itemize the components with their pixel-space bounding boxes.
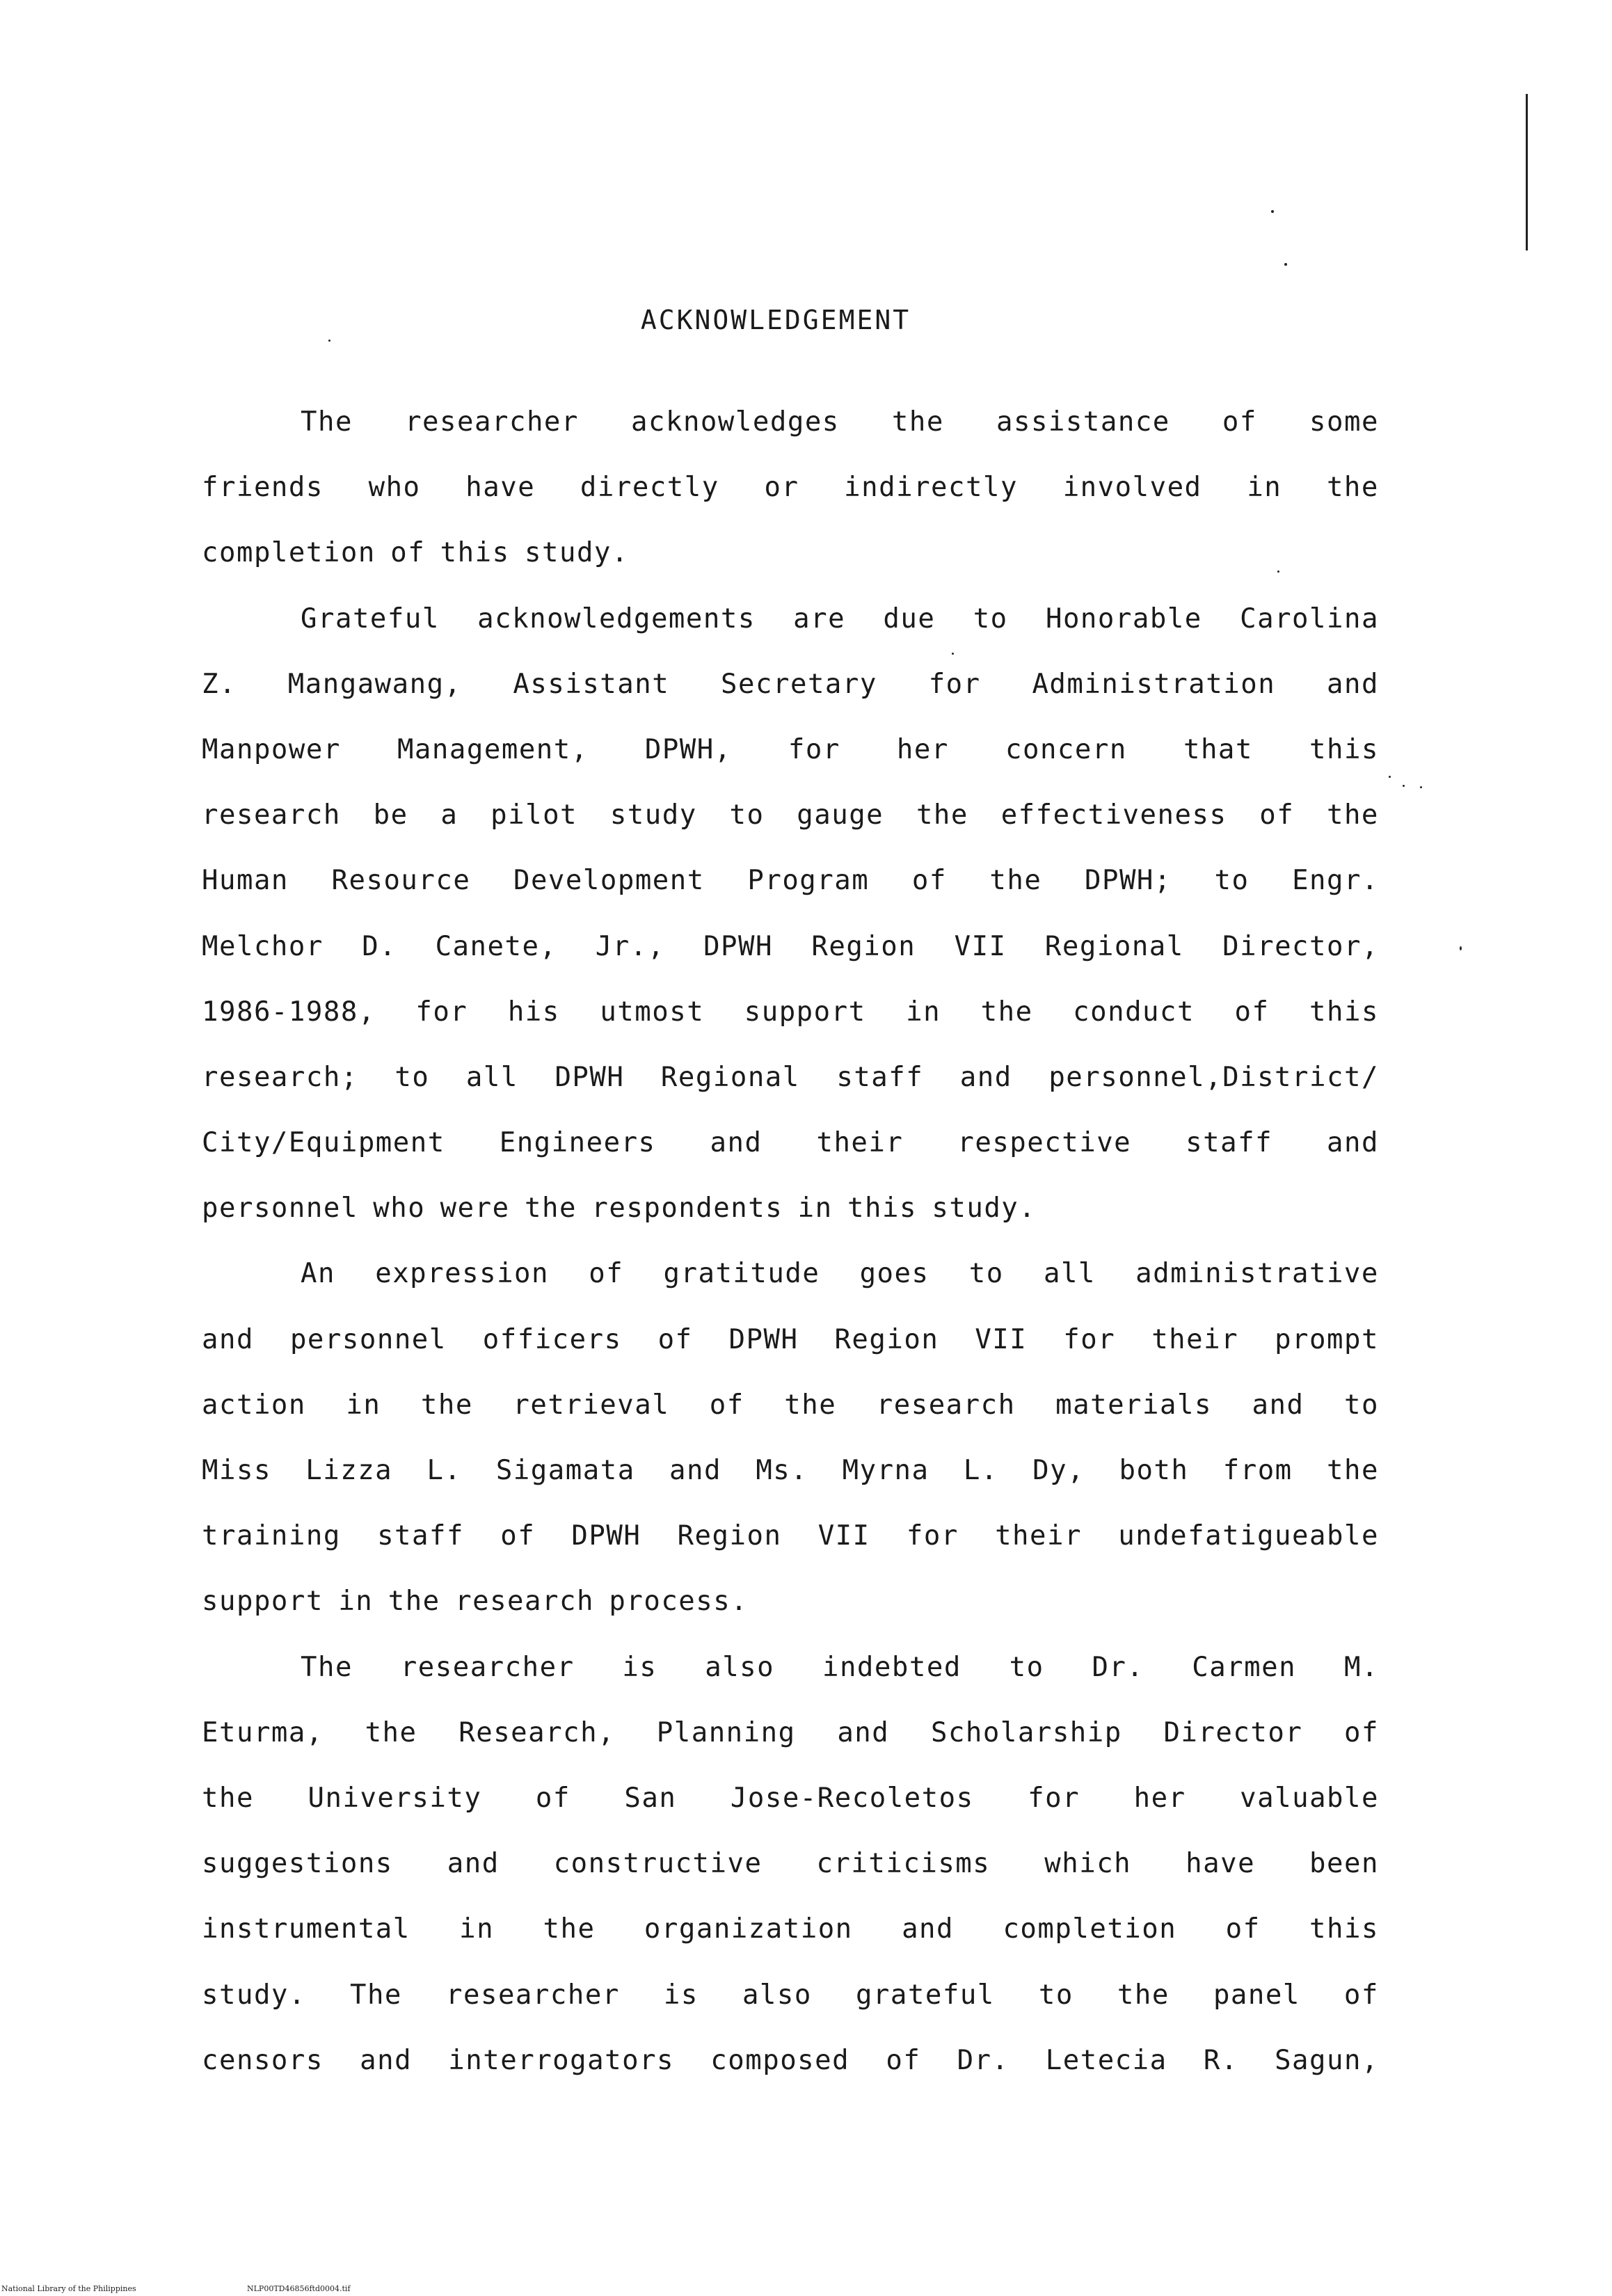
- word: their: [995, 1520, 1082, 1552]
- word: to: [1214, 865, 1250, 897]
- word: University: [308, 1782, 482, 1814]
- word: of: [535, 1782, 570, 1814]
- word: of: [1259, 799, 1295, 831]
- word: of: [1344, 1716, 1379, 1748]
- word: Jr.,: [595, 930, 665, 962]
- word: this: [1309, 1913, 1379, 1945]
- word: be: [373, 799, 408, 831]
- word: his: [507, 996, 560, 1028]
- word: the: [916, 799, 968, 831]
- word: L.: [963, 1455, 998, 1486]
- text-line: [202, 1635, 1379, 1700]
- word: this: [1309, 996, 1379, 1028]
- word: to: [1343, 1389, 1379, 1421]
- word: and: [1252, 1389, 1304, 1421]
- word: Secretary: [721, 668, 877, 700]
- word: staff: [1186, 1127, 1273, 1159]
- word: Dr.: [1092, 1651, 1144, 1683]
- text-line: [202, 1504, 1379, 1569]
- word: Resource: [331, 865, 471, 897]
- word: personnel,District/: [1048, 1061, 1379, 1093]
- word: DPWH: [571, 1520, 641, 1552]
- word: staff: [377, 1520, 464, 1552]
- word: Sagun,: [1275, 2044, 1379, 2076]
- word: in: [338, 1586, 374, 1618]
- word: R.: [1203, 2044, 1238, 2076]
- word: Lizza: [305, 1455, 393, 1486]
- word: their: [1151, 1323, 1239, 1355]
- word: for: [1028, 1782, 1080, 1814]
- word: also: [742, 1979, 812, 2011]
- text-line: [202, 1831, 1379, 1897]
- word: The: [301, 1651, 353, 1683]
- word: research: [455, 1586, 594, 1618]
- word: Research,: [458, 1716, 616, 1748]
- word: of: [589, 1258, 624, 1290]
- word: DPWH: [728, 1323, 799, 1355]
- word: research: [876, 1389, 1016, 1421]
- word: Carolina: [1240, 603, 1379, 635]
- word: this: [847, 1193, 917, 1225]
- word: the: [1117, 1979, 1170, 2011]
- word: Region: [811, 930, 916, 962]
- word: constructive: [553, 1848, 763, 1880]
- word: due: [883, 603, 936, 635]
- word: Region: [834, 1323, 939, 1355]
- word: The: [349, 1979, 402, 2011]
- word: of: [1222, 406, 1257, 438]
- word: and: [202, 1323, 254, 1355]
- word: study.: [525, 537, 629, 569]
- word: Management,: [397, 733, 589, 765]
- word: organization: [644, 1913, 853, 1945]
- word: pilot: [490, 799, 578, 831]
- scan-speck: [1420, 786, 1422, 788]
- word: conduct: [1073, 996, 1195, 1028]
- text-line: [202, 390, 1379, 455]
- word: DPWH,: [644, 733, 732, 765]
- word: to: [1009, 1651, 1044, 1683]
- word: respondents: [591, 1193, 783, 1225]
- word: and: [959, 1061, 1012, 1093]
- word: is: [622, 1651, 657, 1683]
- word: prompt: [1275, 1323, 1379, 1355]
- word: support: [744, 996, 866, 1028]
- word: Scholarship: [930, 1716, 1122, 1748]
- word: Program: [747, 865, 870, 897]
- word: Region: [677, 1520, 782, 1552]
- word: Canete,: [435, 930, 557, 962]
- text-line: [202, 587, 1379, 652]
- word: grateful: [855, 1979, 995, 2011]
- word: San: [624, 1782, 677, 1814]
- word: Jose-Recoletos: [730, 1782, 974, 1814]
- word: in: [346, 1389, 381, 1421]
- word: Assistant: [513, 668, 670, 700]
- word: also: [705, 1651, 775, 1683]
- word: composed: [710, 2044, 850, 2076]
- word: administrative: [1135, 1258, 1379, 1290]
- word: Myrna: [842, 1455, 929, 1486]
- word: and: [1327, 1127, 1379, 1159]
- word: are: [793, 603, 846, 635]
- word: personnel: [202, 1193, 358, 1225]
- word: acknowledgements: [477, 603, 756, 635]
- word: DPWH: [554, 1061, 625, 1093]
- word: a: [440, 799, 458, 831]
- word: staff: [836, 1061, 924, 1093]
- word: study.: [932, 1193, 1037, 1225]
- word: for: [928, 668, 981, 700]
- word: Z.: [202, 668, 237, 700]
- word: the: [980, 996, 1033, 1028]
- word: valuable: [1240, 1782, 1379, 1814]
- word: gauge: [797, 799, 884, 831]
- word: VII: [817, 1520, 870, 1552]
- word: their: [816, 1127, 904, 1159]
- word: of: [886, 2044, 921, 2076]
- word: Director: [1163, 1716, 1303, 1748]
- word: and: [1327, 668, 1379, 700]
- word: M.: [1343, 1651, 1379, 1683]
- word: in: [459, 1913, 495, 1945]
- word: in: [797, 1193, 833, 1225]
- word: Regional: [660, 1061, 800, 1093]
- word: officers: [482, 1323, 622, 1355]
- word: from: [1222, 1455, 1293, 1486]
- word: have: [465, 472, 536, 504]
- word: study.: [202, 1979, 306, 2011]
- word: to: [729, 799, 765, 831]
- text-line: [202, 980, 1379, 1045]
- word: respective: [957, 1127, 1132, 1159]
- word: Human: [202, 865, 289, 897]
- word: goes: [859, 1258, 929, 1290]
- word: Grateful: [301, 603, 440, 635]
- word: Manpower: [202, 733, 341, 765]
- word: which: [1044, 1848, 1132, 1880]
- word: is: [663, 1979, 699, 2011]
- word: 1986-1988,: [202, 996, 376, 1028]
- word: who: [373, 1193, 426, 1225]
- scan-speck: [328, 340, 330, 342]
- word: and: [669, 1455, 721, 1486]
- text-line: [202, 1110, 1379, 1176]
- footer-filename: NLP00TD46856ftd0004.tif: [247, 2284, 351, 2293]
- word: to: [968, 1258, 1004, 1290]
- word: that: [1183, 733, 1253, 765]
- footer-library: National Library of the Philippines: [1, 2284, 136, 2293]
- word: the: [543, 1913, 596, 1945]
- word: panel: [1213, 1979, 1300, 2011]
- word: some: [1309, 406, 1379, 438]
- word: process.: [609, 1586, 749, 1618]
- word: Honorable: [1045, 603, 1202, 635]
- word: Letecia: [1045, 2044, 1167, 2076]
- text-line: [202, 1241, 1379, 1307]
- word: the: [1326, 472, 1379, 504]
- word: involved: [1062, 472, 1202, 504]
- word: An: [301, 1258, 335, 1290]
- word: VII: [954, 930, 1007, 962]
- word: The: [301, 406, 353, 438]
- word: Dy,: [1032, 1455, 1085, 1486]
- word: for: [1063, 1323, 1116, 1355]
- text-line: [202, 1700, 1379, 1766]
- word: materials: [1055, 1389, 1212, 1421]
- word: Miss: [202, 1455, 271, 1486]
- word: Engineers: [499, 1127, 656, 1159]
- word: retrieval: [513, 1389, 670, 1421]
- scan-edge-line: [1526, 94, 1528, 250]
- word: research: [202, 799, 341, 831]
- text-line: [202, 520, 1379, 586]
- word: all: [465, 1061, 518, 1093]
- word: her: [896, 733, 949, 765]
- word: instrumental: [202, 1913, 410, 1945]
- word: of: [1234, 996, 1270, 1028]
- word: expression: [375, 1258, 550, 1290]
- word: criticisms: [816, 1848, 991, 1880]
- word: the: [525, 1193, 577, 1225]
- word: DPWH: [703, 930, 773, 962]
- word: in: [906, 996, 941, 1028]
- word: indebted: [822, 1651, 961, 1683]
- text-line: [202, 1963, 1379, 2028]
- text-line: [202, 914, 1379, 980]
- word: D.: [362, 930, 397, 962]
- text-line: [202, 1766, 1379, 1831]
- word: all: [1043, 1258, 1096, 1290]
- word: completion: [1003, 1913, 1177, 1945]
- word: Mangawang,: [287, 668, 462, 700]
- word: to: [1038, 1979, 1074, 2011]
- word: City/Equipment: [202, 1127, 445, 1159]
- word: action: [202, 1389, 306, 1421]
- word: and: [360, 2044, 413, 2076]
- word: of: [1343, 1979, 1379, 2011]
- word: the: [202, 1782, 254, 1814]
- word: of: [1225, 1913, 1261, 1945]
- text-line: [202, 717, 1379, 783]
- word: assistance: [996, 406, 1170, 438]
- word: undefatigueable: [1118, 1520, 1379, 1552]
- text-line: [202, 1307, 1379, 1373]
- word: of: [657, 1323, 693, 1355]
- word: Dr.: [957, 2044, 1010, 2076]
- word: the: [365, 1716, 417, 1748]
- acknowledgement-body: [202, 390, 1379, 2094]
- text-line: [202, 652, 1379, 717]
- word: for: [906, 1520, 959, 1552]
- word: in: [1247, 472, 1282, 504]
- word: study: [609, 799, 697, 831]
- word: support: [202, 1586, 324, 1618]
- scan-speck: [1271, 210, 1274, 213]
- word: of: [911, 865, 947, 897]
- text-line: [202, 1569, 1379, 1634]
- word: effectiveness: [1000, 799, 1227, 831]
- word: for: [415, 996, 468, 1028]
- word: been: [1309, 1848, 1379, 1880]
- word: and: [447, 1848, 500, 1880]
- word: this: [440, 537, 510, 569]
- word: researcher: [446, 1979, 620, 2011]
- text-line: [202, 1438, 1379, 1504]
- word: indirectly: [844, 472, 1018, 504]
- word: Planning: [656, 1716, 796, 1748]
- word: to: [973, 603, 1008, 635]
- word: for: [788, 733, 840, 765]
- word: research;: [202, 1061, 358, 1093]
- word: Eturma,: [202, 1716, 324, 1748]
- word: who: [368, 472, 421, 504]
- word: acknowledges: [631, 406, 840, 438]
- word: and: [837, 1716, 890, 1748]
- word: concern: [1005, 733, 1127, 765]
- word: L.: [426, 1455, 462, 1486]
- word: gratitude: [663, 1258, 820, 1290]
- word: Ms.: [756, 1455, 808, 1486]
- word: and: [710, 1127, 763, 1159]
- word: friends: [202, 472, 324, 504]
- word: Regional: [1044, 930, 1184, 962]
- text-line: [202, 783, 1379, 848]
- text-line: [202, 1897, 1379, 1962]
- word: her: [1133, 1782, 1186, 1814]
- scan-speck: [1284, 263, 1287, 266]
- word: utmost: [600, 996, 705, 1028]
- word: the: [1327, 1455, 1379, 1486]
- scan-speck: [1389, 776, 1391, 778]
- word: both: [1119, 1455, 1189, 1486]
- text-line: [202, 455, 1379, 520]
- word: VII: [975, 1323, 1028, 1355]
- word: were: [440, 1193, 510, 1225]
- text-line: [202, 1176, 1379, 1241]
- word: Development: [513, 865, 705, 897]
- word: the: [1326, 799, 1379, 831]
- scan-speck: [1403, 785, 1405, 787]
- word: Engr.: [1292, 865, 1379, 897]
- word: interrogators: [448, 2044, 675, 2076]
- word: completion: [202, 537, 376, 569]
- word: the: [420, 1389, 473, 1421]
- word: Carmen: [1192, 1651, 1297, 1683]
- text-line: [202, 848, 1379, 914]
- word: DPWH;: [1084, 865, 1172, 897]
- word: of: [709, 1389, 744, 1421]
- text-line: [202, 2028, 1379, 2094]
- word: to: [394, 1061, 430, 1093]
- word: censors: [202, 2044, 324, 2076]
- page-title: ACKNOWLEDGEMENT: [640, 305, 911, 335]
- word: the: [388, 1586, 440, 1618]
- word: or: [764, 472, 799, 504]
- text-line: [202, 1373, 1379, 1438]
- word: and: [902, 1913, 955, 1945]
- word: Sigamata: [495, 1455, 635, 1486]
- word: researcher: [405, 406, 579, 438]
- word: the: [989, 865, 1042, 897]
- word: directly: [580, 472, 719, 504]
- word: researcher: [400, 1651, 575, 1683]
- word: of: [390, 537, 426, 569]
- word: training: [202, 1520, 341, 1552]
- word: Administration: [1032, 668, 1276, 700]
- word: the: [891, 406, 944, 438]
- word: the: [784, 1389, 837, 1421]
- text-line: [202, 1045, 1379, 1110]
- word: personnel: [289, 1323, 447, 1355]
- word: of: [500, 1520, 536, 1552]
- word: this: [1309, 733, 1379, 765]
- word: suggestions: [202, 1848, 393, 1880]
- word: Melchor: [202, 930, 324, 962]
- word: have: [1186, 1848, 1256, 1880]
- scan-speck: [1460, 946, 1462, 950]
- word: Director,: [1222, 930, 1379, 962]
